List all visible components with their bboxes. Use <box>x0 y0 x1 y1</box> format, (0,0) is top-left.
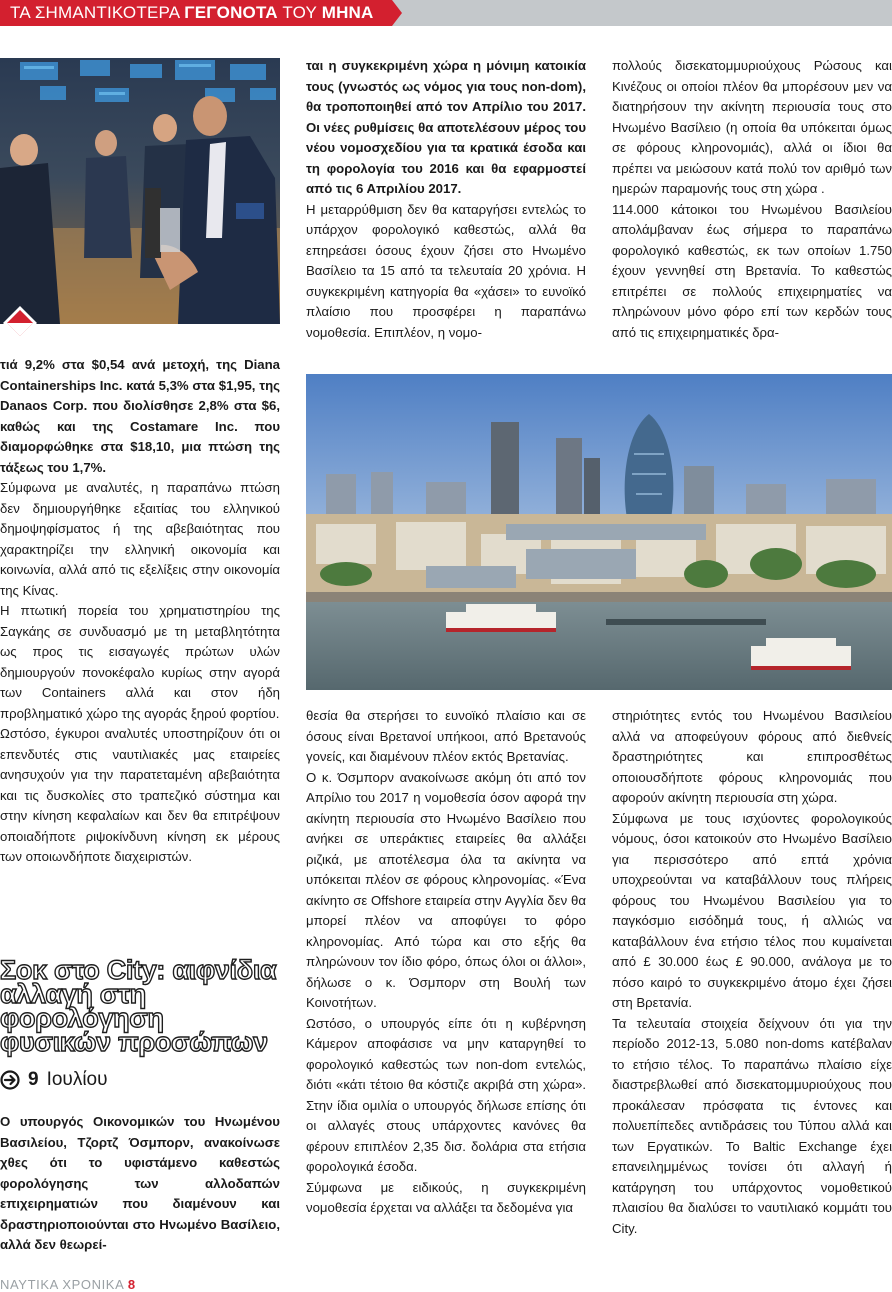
left-paragraph: Ωστόσο, έγκυροι αναλυτές υποστηρίζουν ότι οι επενδυτές στις ναυτιλιακές μας εταιρείες ανησυχούν για την παρατεταμένη αβεβαιότητα και τις δυσκολίες στο τραπεζικό σύστημα και στην κίνηση κεφαλαίων και δεν θα επιτρέψουν οποιαδήποτε ριψοκίνδυνη κίνηση εκ μέρους των οποιωνδήποτε διαχειριστών. <box>0 726 280 864</box>
page-number: 8 <box>127 1277 136 1292</box>
right-paragraph: στηριότητες εντός του Ηνωμένου Βασιλείου αλλά να αποφεύγουν φόρους από διεθνείς δραστηριότητες και επιπροσθέτως οποιουσδήποτε φόρους κληρονομιάς που αφορούν ακίνητη περιουσία στη χώρα. <box>612 708 892 805</box>
article-intro-paragraph: Ο υπουργός Οικονομικών του Ηνωμένου Βασιλείου, Τζορτζ Όσμπορν, ανακοίνωσε χθες ότι το υφιστάμενο καθεστώς φορολόγησης των αλλοδαπών επιχειρηματιών που διαμένουν και δραστηριοποιούνται στο Ηνωμένο Βασίλειο, αλλά δεν θεωρεί- <box>0 1114 280 1252</box>
right-column-top <box>612 56 892 343</box>
middle-paragraph: θεσία θα στερήσει το ευνοϊκό πλαίσιο και σε όσους είναι Βρετανοί υπήκοοι, από Βρετανούς γονείς, και διαμένουν πλέον εκτός Βρετανίας. <box>306 708 586 764</box>
left-column-text <box>0 355 280 868</box>
section-title <box>10 3 374 23</box>
article-intro <box>0 1112 280 1256</box>
right-paragraph: Σύμφωνα με τους ισχύοντες φορολογικούς νόμους, όσοι κατοικούν στο Ηνωμένο Βασίλειο για περισσότερο από επτά χρόνια υποχρεούνται να καταβάλλουν τους πλήρεις φόρους του Ηνωμένου Βασιλείου για το παγκόσμιο εισόδημά τους, ή αλλιώς να καταβάλλουν ένα ετήσιο τέλος που κυμαίνεται από £ 30.000 έως £ 90.000, ανάλογα με το πόσο καιρό το συγκεκριμένο άτομο έχει ζήσει στη Βρετανία. <box>612 810 892 1010</box>
left-paragraph: Σύμφωνα με αναλυτές, η παραπάνω πτώση δεν δημιουργήθηκε εξαιτίας του ελληνικού δημοψηφίσματος ή της αβεβαιότητας που χαρακτηρίζει την ελληνική οικονομία και κοινωνία, αλλά από τις εξελίξεις στην οικονομία της Κίνας. <box>0 480 280 598</box>
middle-paragraph: Ωστόσο, ο υπουργός είπε ότι η κυβέρνηση Κάμερον αποφάσισε να μην καταργηθεί το φορολογικό καθεστώς των non-dom εντελώς, διότι «κάτι τέτοιο θα κόστιζε ακριβά στη χώρα». Στην ίδια ομιλία ο υπουργός δήλωσε επίσης ότι οι αλλαγές στους υπάρχοντες κανόνες θα φέρουν επιπλέον 2,35 δισ. δολάρια στα ετήσια φορολογικά έσοδα. <box>306 1015 586 1174</box>
page-footer <box>0 1277 136 1292</box>
right-paragraph: πολλούς δισεκατομμυριούχους Ρώσους και Κινέζους οι οποίοι πλέον θα μπορέσουν μεν να διατηρήσουν την ακίνητη περιουσία τους στο Ηνωμένο Βασίλειο (η οποία θα υπόκειται όμως σε φόρους κληρονομιάς), αλλά οι ίδιοι θα πρέπει να μειώσουν κατά πολύ τον αριθμό των ημερών παραμονής τους στη χώρα . <box>612 58 892 196</box>
middle-paragraph: Η μεταρρύθμιση δεν θα καταργήσει εντελώς το υπάρχον φορολογικό καθεστώς, αλλά θα επηρεάσει όσους έχουν ζήσει στο Ηνωμένο Βασίλειο τα 15 από τα τελευταία 20 χρόνια. Η συγκεκριμένη κατηγορία θα «χάσει» το ευνοϊκό πλαίσιο που προσφέρει η παραπάνω νομοθεσία. Επιπλέον, η νομο- <box>306 201 586 340</box>
middle-paragraph: Σύμφωνα με ειδικούς, η συγκεκριμένη νομοθεσία έρχεται να αλλάξει τα δεδομένα για <box>306 1179 586 1215</box>
middle-column-bottom <box>306 706 586 1219</box>
date-month: Ιουλίου <box>46 1069 108 1090</box>
article-headline: Σοκ στο City: αιφνίδια αλλαγή στη φορολόγηση φυσικών προσώπων <box>0 955 277 1057</box>
middle-column-top <box>306 56 586 343</box>
middle-lead-paragraph: ται η συγκεκριμένη χώρα η μόνιμη κατοικία τους (γνωστός ως νόμος για τους non-dom), θα τροποποιηθεί από τον Απρίλιο του 2017. Οι νέες ρυθμίσεις θα αποτελέσουν μέρος του νέου νομοσχεδίου για τα κρατικά έσοδα και τη φορολογία του 2016 και θα εφαρμοστεί από τις 6 Απριλίου 2017. <box>306 58 586 196</box>
london-city-photo <box>306 374 892 690</box>
section-title-bold: ΜΗΝΑ <box>321 3 374 22</box>
right-paragraph: Τα τελευταία στοιχεία δείχνουν ότι για την περίοδο 2012-13, 5.080 non-doms κατέβαλαν το ετήσιο τέλος. Το παραπάνω πλαίσιο είχε διαστρεβλωθεί από δισεκατομμυριούχους που προκάλεσαν πρόσφατα τις έντονες και πολυεπίπεδες αντιδράσεις του Τύπου αλλά και των Εργατικών. Το Baltic Exchange έχει επανειλημμένως τονίσει ότι αλλαγή ή κατάργηση του υπάρχοντος νομοθετικού πλαισίου θα διαλύσει το ναυτιλιακό κομμάτι του City. <box>612 1015 892 1236</box>
middle-paragraph: Ο κ. Όσμπορν ανακοίνωσε ακόμη ότι από τον Απρίλιο του 2017 η νομοθεσία όσον αφορά την ακίνητη περιουσία στο Ηνωμένο Βασίλειο που ανήκει σε υπεράκτιες εταιρείες θα αλλάξει ριζικά, με αποτέλεσμα όλα τα ακίνητα να υπόκειται πλέον σε φόρους κληρονομίας. «Ένα ακίνητο σε Offshore εταιρεία στην Αγγλία δεν θα μπορεί πλέον να αποφύγει το φόρο κληρονομίας. Από τώρα και στο εξής θα πληρώνουν τον ίδιο φόρο, όπως όλοι οι άλλοι», δήλωσε ο κ. Όσμπορν στη Βουλή των Κοινοτήτων. <box>306 769 586 1010</box>
publication-name: ΝΑΥΤΙΚΑ ΧΡΟΝΙΚΑ <box>0 1277 124 1292</box>
right-column-bottom <box>612 706 892 1239</box>
right-paragraph: 114.000 κάτοικοι του Ηνωμένου Βασιλείου απολάμβαναν έως σήμερα το παραπάνω φορολογικό καθεστώς, εκ των οποίων 1.750 έχουν γεννηθεί στη Βρετανία. Το καθεστώς επιτρέπει σε πολλούς επιχειρηματίες να πληρώνουν μόνο φόρο επί των κερδών τους από τις επιχειρηματικές δρα- <box>612 201 892 340</box>
section-title-part: ΤΟΥ <box>277 3 322 22</box>
trading-floor-photo <box>0 58 280 324</box>
section-title-part: ΤΑ ΣΗΜΑΝΤΙΚΟΤΕΡΑ <box>10 3 185 22</box>
article-date <box>0 1066 108 1094</box>
corner-marker-icon <box>3 306 37 340</box>
date-day: 9 <box>28 1069 39 1090</box>
arrow-circle-icon <box>0 1070 20 1090</box>
left-lead-paragraph: τιά 9,2% στα $0,54 ανά μετοχή, της Diana Containerships Inc. κατά 5,3% στα $1,95, της Danaos Corp. που διολίσθησε 2,8% στα $6, καθώς και της Costamare Inc. που διαμορφώθηκε στα $18,10, μια πτώση της τάξεως του 1,7%. <box>0 357 280 475</box>
section-title-bold: ΓΕΓΟΝΟΤΑ <box>184 3 278 22</box>
left-paragraph: Η πτωτική πορεία του χρηματιστηρίου της Σαγκάης σε συνδυασμό με τη μεταβλητότητα ως προς τις εισαγωγές πρώτων υλών δημιουργούν πονοκέφαλο κυρίως στην αγορά των Containers αλλά και στον ήδη προβληματικό χώρο της αγοράς ξηρού φορτίου. <box>0 603 280 721</box>
